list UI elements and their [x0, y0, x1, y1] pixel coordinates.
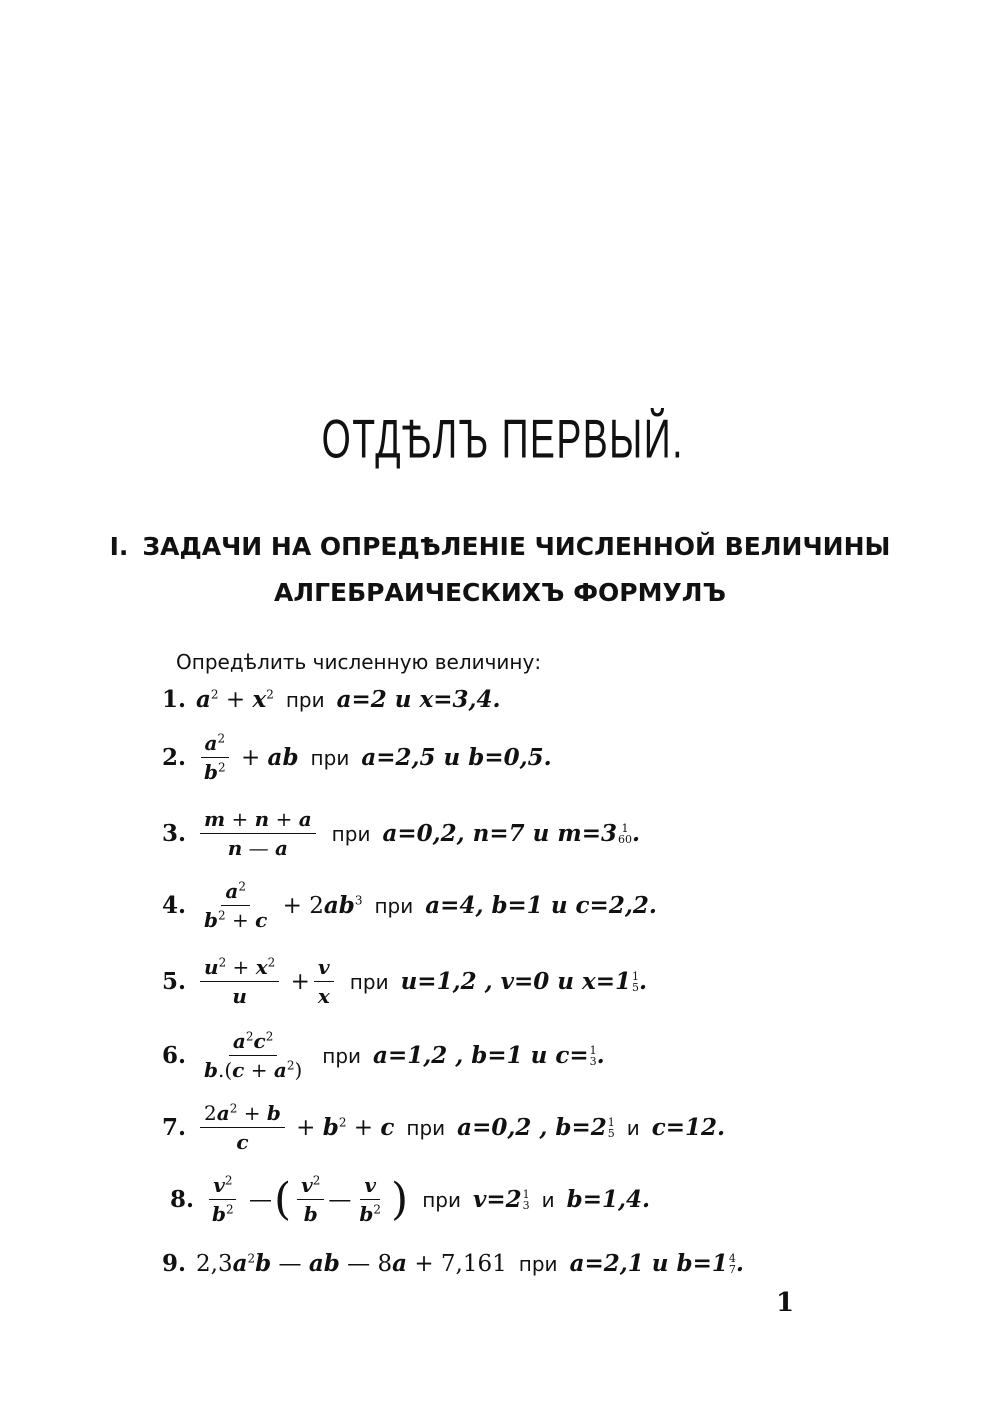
intro-text: Опредѣлить численную величину:: [176, 650, 542, 674]
section-number: I.: [109, 532, 129, 561]
page-number: 1: [776, 1288, 795, 1318]
fraction: $\frac{v^2}{b^2}$: [208, 1174, 238, 1225]
problem-2: 2. $\frac{a^2}{b^2}$ + ab при a=2,5 и b=0,5.: [162, 731, 552, 784]
fraction: $\frac{v}{x}$: [314, 956, 334, 1007]
problem-8: 8. $\frac{v^2}{b^2}$ — ( $\frac{v^2}{b}$ — $\frac{v}{b^2}$ ) при v=2 1 3 и b=1,4.: [170, 1173, 650, 1226]
fraction: $\frac{a^2}{b^2 + c}$: [204, 879, 268, 932]
fraction: $\frac{2a^2 + b}{c}$: [200, 1102, 285, 1153]
fraction: $\frac{u^2 + x^2}{u}$: [200, 956, 279, 1007]
section-heading-line-1: I. ЗАДАЧИ НА ОПРЕДѢЛЕНІЕ ЧИСЛЕННОЙ ВЕЛИЧИНЫ: [109, 532, 891, 561]
section-heading: [0, 524, 1000, 616]
problem-5: 5. $\frac{u^2 + x^2}{u}$ + $\frac{v}{x}$ при u=1,2 , v=0 и x=1 1 5 .: [162, 955, 647, 1008]
fraction: $\frac{a^2}{b^2}$: [200, 732, 230, 783]
page-title: ОТДѢЛЪ ПЕРВЫЙ.: [321, 409, 684, 470]
formula: $a^2 + x^2$: [196, 686, 274, 713]
fraction: $\frac{v}{b^2}$: [359, 1173, 382, 1226]
formula: $2,3a^2b$ — ab — 8a + 7,161: [196, 1250, 507, 1277]
fraction: $\frac{a^2c^2}{b.(c + a^2)}$: [204, 1029, 303, 1082]
problem-1: 1. $a^2 + x^2$ при a=2 и x=3,4.: [162, 686, 501, 713]
problem-3: 3. $\frac{m + n + a}{n — a}$ при a=0,2, n=7 и m=3 1 60 .: [162, 807, 641, 860]
section-heading-line-2: АЛГЕБРАИЧЕСКИХЪ ФОРМУЛЪ: [274, 578, 726, 607]
fraction: $\frac{v^2}{b}$: [297, 1174, 324, 1225]
problem-9: 9. $2,3a^2b$ — ab — 8a + 7,161 при a=2,1 и b=1 4 7 .: [162, 1250, 744, 1277]
problem-4: 4. $\frac{a^2}{b^2 + c}$ + $2ab^3$ при a=4, b=1 и c=2,2.: [162, 879, 657, 932]
problem-6: 6. $\frac{a^2c^2}{b.(c + a^2)}$ при a=1,2 , b=1 и c= 1 3 .: [162, 1029, 605, 1082]
fraction: $\frac{m + n + a}{n — a}$: [200, 808, 316, 859]
problem-7: 7. $\frac{2a^2 + b}{c}$ + $b^2 + c$ при a=0,2 , b=2 1 5 и c=12.: [162, 1101, 726, 1154]
